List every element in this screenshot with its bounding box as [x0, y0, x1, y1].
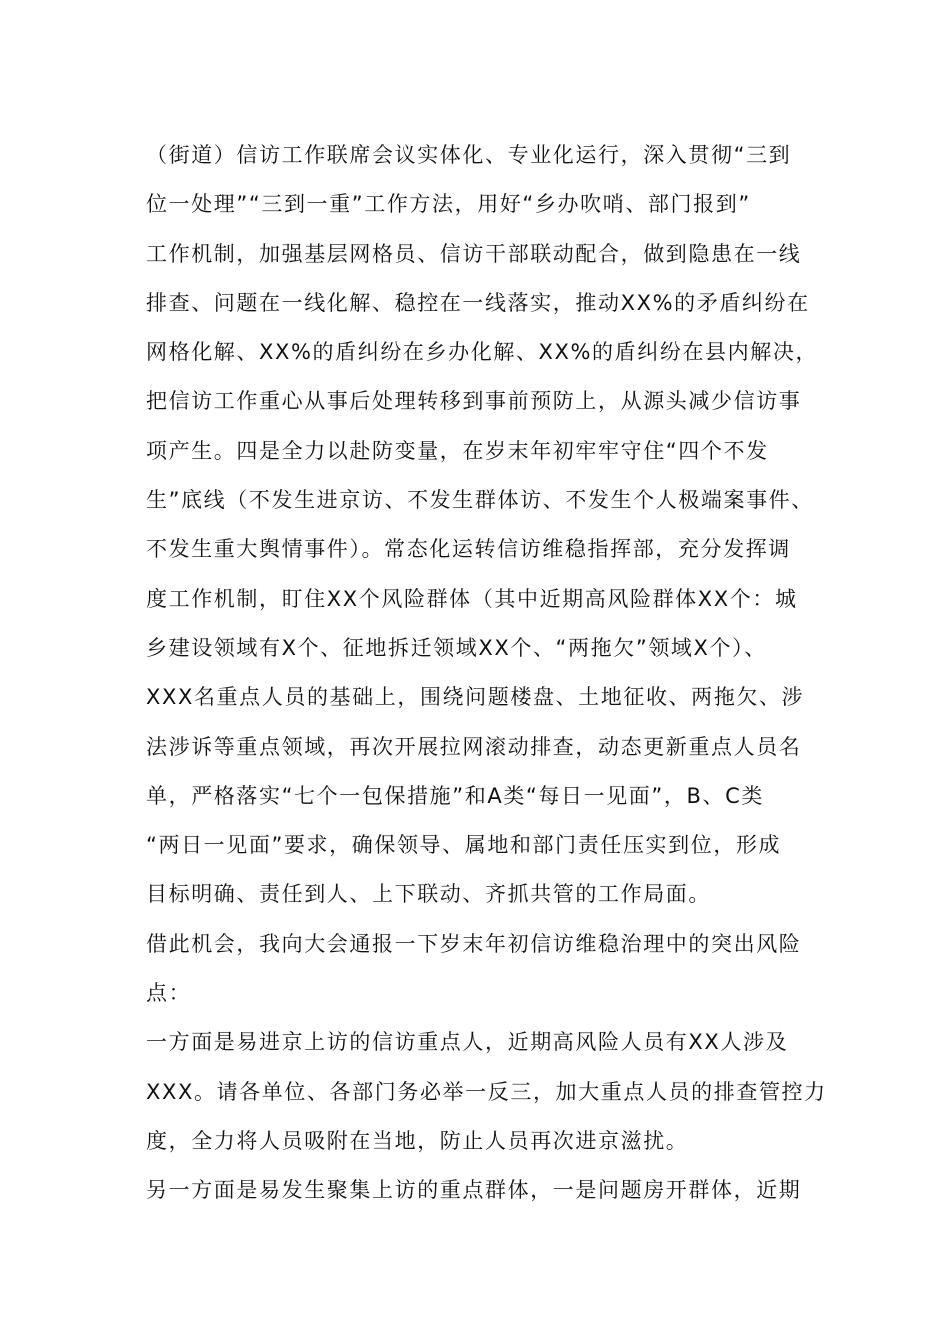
text-line: 网格化解、XX%的盾纠纷在乡办化解、XX%的盾纠纷在县内解决，	[146, 340, 819, 365]
text-line: 不发生重大舆情事件）。常态化运转信访维稳指挥部，充分发挥调	[146, 537, 791, 562]
text-line: 单，严格落实“七个一包保措施”和A类“每日一见面”，B、C类	[146, 783, 764, 808]
text-line: 借此机会，我向大会通报一下岁末年初信访维稳治理中的突出风险	[146, 931, 802, 956]
text-line: 工作机制，加强基层网格员、信访干部联动配合，做到隐患在一线	[146, 241, 802, 266]
text-line: 排查、问题在一线化解、稳控在一线落实，推动XX%的矛盾纠纷在	[146, 290, 810, 315]
text-line: 乡建设领域有X个、征地拆迁领域XX个、“两拖欠”领域X个）、	[146, 635, 767, 660]
text-line: 生”底线（不发生进京访、不发生群体访、不发生个人极端案事件、	[146, 488, 814, 513]
text-line: 位一处理”“三到一重”工作方法，用好“乡办吹哨、部门报到”	[146, 192, 751, 217]
text-line: “两日一见面”要求，确保领导、属地和部门责任压实到位，形成	[146, 833, 782, 858]
text-line: 点：	[146, 981, 192, 1006]
text-line: 法涉诉等重点领域，再次开展拉网滚动排查，动态更新重点人员名	[146, 734, 802, 759]
body-text	[146, 131, 836, 1216]
text-line: （街道）信访工作联席会议实体化、专业化运行，深入贯彻“三到	[146, 143, 792, 167]
text-line: 度工作机制，盯住XX个风险群体（其中近期高风险群体XX个：城	[146, 586, 798, 611]
text-line: 目标明确、责任到人、上下联动、齐抓共管的工作局面。	[146, 882, 711, 907]
text-line: 项产生。四是全力以赴防变量，在岁末年初牢牢守住“四个不发	[146, 438, 769, 463]
text-line: 度，全力将人员吸附在当地，防止人员再次进京滋扰。	[146, 1128, 689, 1153]
text-line: 另一方面是易发生聚集上访的重点群体，一是问题房开群体，近期	[146, 1178, 802, 1203]
text-line: XXX。请各单位、各部门务必举一反三，加大重点人员的排查管控力	[146, 1079, 827, 1104]
text-line: 一方面是易进京上访的信访重点人，近期高风险人员有XX人涉及	[146, 1030, 789, 1055]
text-line: 把信访工作重心从事后处理转移到事前预防上，从源头减少信访事	[146, 389, 802, 414]
text-line: XXX名重点人员的基础上，围绕问题楼盘、土地征收、两拖欠、涉	[146, 685, 805, 710]
